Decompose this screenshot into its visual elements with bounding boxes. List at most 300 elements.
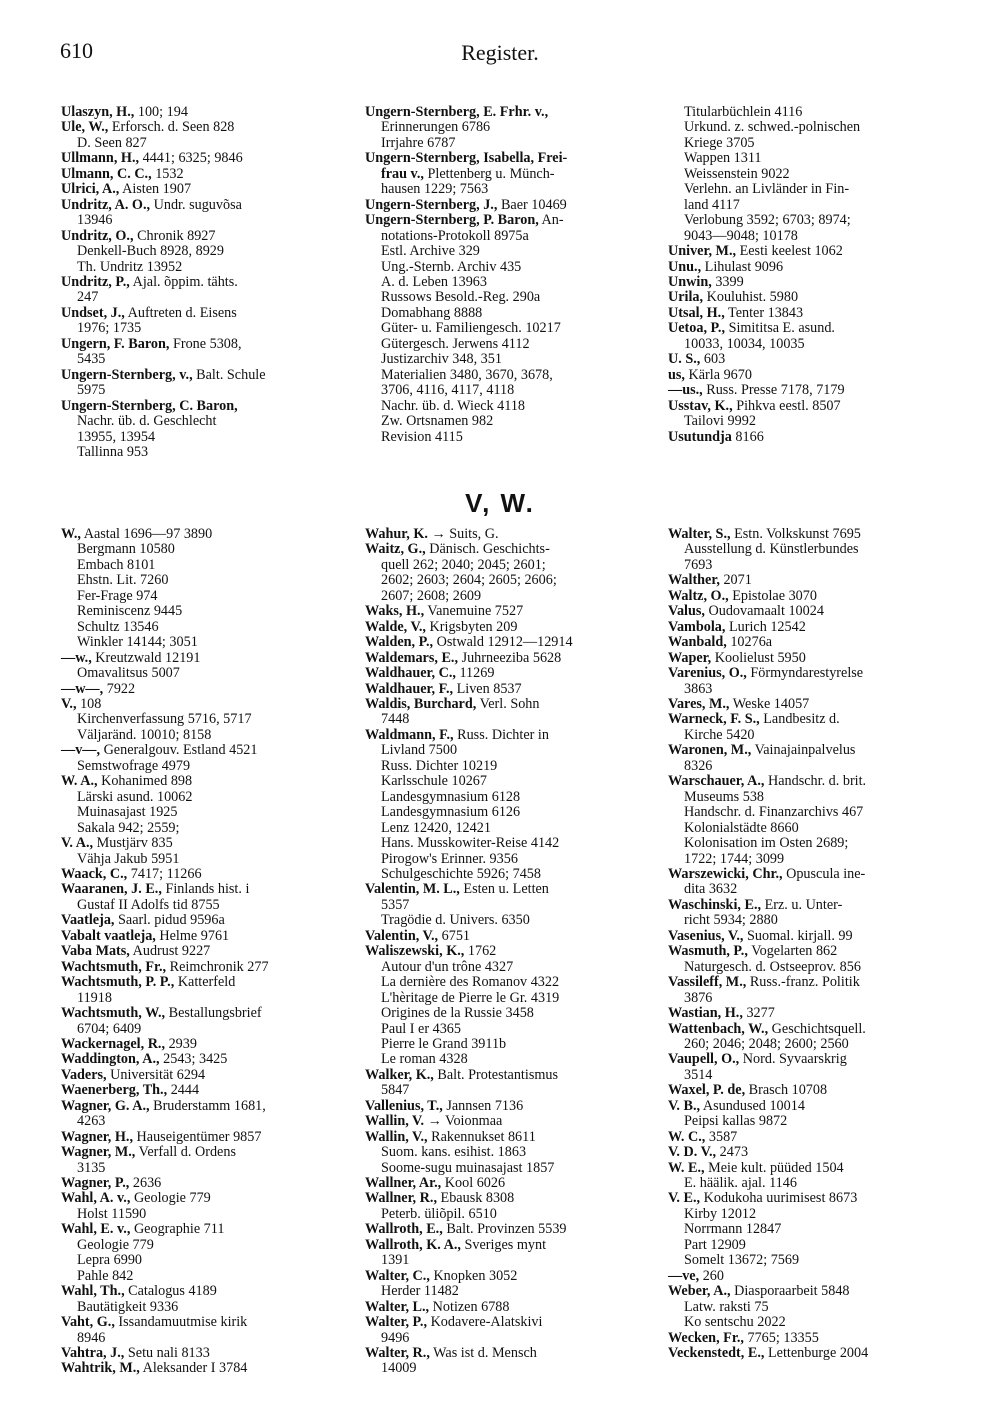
index-entry: Peterb. üliõpil. 6510 bbox=[381, 1205, 497, 1222]
index-entry bbox=[61, 198, 336, 213]
index-entry bbox=[61, 182, 336, 197]
entry-text: Dänisch. Geschichts- bbox=[425, 541, 550, 558]
index-entry: 7448 bbox=[381, 711, 410, 728]
entry-text: Balt. Protestantismus bbox=[433, 1066, 558, 1083]
index-entry: Naturgesch. d. Ostseeprov. 856 bbox=[684, 958, 861, 975]
entry-heading: Waack, C., bbox=[61, 865, 128, 882]
index-entry bbox=[668, 244, 943, 259]
index-entry bbox=[668, 1331, 943, 1346]
index-entry bbox=[365, 620, 640, 635]
index-column-bottom-2 bbox=[365, 527, 640, 1377]
entry-heading: Wastian, H., bbox=[668, 1005, 743, 1022]
index-entry: 5975 bbox=[77, 382, 106, 399]
index-entry: 14009 bbox=[381, 1360, 417, 1377]
entry-text: Kohanimed 898 bbox=[97, 773, 193, 790]
entry-text: Geschichtsquell. bbox=[768, 1020, 866, 1037]
index-entry: Livland 7500 bbox=[381, 742, 458, 759]
index-entry: notations-Protokoll 8975a bbox=[381, 227, 529, 244]
index-entry: Gütergesch. Jerwens 4112 bbox=[381, 335, 530, 352]
entry-heading: Ungern, F. Baron, bbox=[61, 335, 170, 352]
entry-heading: Walter, P., bbox=[365, 1314, 428, 1331]
entry-heading: Vaders, bbox=[61, 1066, 107, 1083]
entry-heading: —ve, bbox=[668, 1267, 700, 1284]
entry-heading: Waschinski, E., bbox=[668, 896, 762, 913]
entry-text: Förmyndarestyrelse bbox=[746, 665, 864, 682]
entry-text: 100; 194 bbox=[134, 104, 188, 120]
index-entry: 1391 bbox=[381, 1252, 410, 1269]
index-entry bbox=[365, 1130, 640, 1145]
index-entry: 6704; 6409 bbox=[77, 1020, 142, 1037]
index-entry: Estl. Archive 329 bbox=[381, 243, 480, 260]
entry-heading: Waper, bbox=[668, 649, 712, 666]
index-entry bbox=[668, 573, 943, 588]
index-entry bbox=[61, 913, 336, 928]
index-entry: Kriege 3705 bbox=[684, 134, 755, 151]
index-entry bbox=[668, 697, 943, 712]
entry-heading: V. B., bbox=[668, 1097, 701, 1114]
index-entry bbox=[668, 774, 943, 789]
entry-text: Kärla 9670 bbox=[684, 366, 752, 383]
index-entry: Pierre le Grand 3911b bbox=[381, 1035, 507, 1052]
entry-text: Balt. Schule bbox=[192, 366, 266, 383]
entry-heading: Wagner, M., bbox=[61, 1144, 136, 1161]
index-entry bbox=[61, 867, 336, 882]
index-entry: Bergmann 10580 bbox=[77, 541, 175, 558]
index-entry bbox=[365, 151, 640, 166]
entry-text: Geologie 779 bbox=[130, 1190, 211, 1207]
entry-heading: Varenius, O., bbox=[668, 665, 747, 682]
entry-heading: Waldemars, E., bbox=[365, 649, 459, 666]
entry-text: Esten u. Letten bbox=[459, 881, 549, 898]
index-entry: Gustaf II Adolfs tid 8755 bbox=[77, 896, 220, 913]
entry-text: Lurich 12542 bbox=[725, 618, 806, 635]
index-entry: A. d. Leben 13963 bbox=[381, 273, 487, 290]
entry-text: 108 bbox=[76, 695, 102, 712]
entry-text: Oudovamaalt 10024 bbox=[704, 603, 824, 620]
index-entry bbox=[61, 1361, 336, 1376]
index-entry bbox=[365, 635, 640, 650]
entry-heading: Ungern-Sternberg, J., bbox=[365, 196, 498, 213]
entry-text: Landbesitz d. bbox=[759, 711, 840, 728]
index-entry: Muinasajast 1925 bbox=[77, 804, 178, 821]
entry-heading: Waldis, Burchard, bbox=[365, 695, 477, 712]
entry-text: Plettenberg u. Münch- bbox=[423, 165, 555, 182]
entry-text: Balt. Provinzen 5539 bbox=[442, 1221, 567, 1238]
index-entry bbox=[365, 213, 640, 228]
index-entry bbox=[365, 651, 640, 666]
entry-text: 2473 bbox=[716, 1144, 749, 1161]
entry-heading: Uetoa, P., bbox=[668, 320, 726, 337]
entry-text: Ajal. õppim. tähts. bbox=[129, 273, 238, 290]
index-column-top-1 bbox=[61, 105, 336, 460]
index-entry bbox=[61, 697, 336, 712]
index-entry: 3706, 4116, 4117, 4118 bbox=[381, 382, 515, 399]
entry-heading: Wachtsmuth, Fr., bbox=[61, 958, 167, 975]
entry-text: Bestallungsbrief bbox=[165, 1005, 262, 1022]
index-entry: Lärski asund. 10062 bbox=[77, 788, 193, 805]
index-entry: Pahle 842 bbox=[77, 1267, 134, 1284]
entry-text: Catalogus 4189 bbox=[124, 1283, 217, 1300]
index-entry: quell 262; 2040; 2045; 2601; bbox=[381, 556, 546, 573]
index-entry bbox=[365, 542, 640, 557]
index-entry bbox=[61, 944, 336, 959]
index-entry: 5357 bbox=[381, 896, 410, 913]
index-entry: Materialien 3480, 3670, 3678, bbox=[381, 366, 553, 383]
index-entry: Väljaränd. 10010; 8158 bbox=[77, 726, 212, 743]
index-entry bbox=[365, 728, 640, 743]
index-entry bbox=[61, 882, 336, 897]
entry-text: Pihkva eestl. 8507 bbox=[732, 397, 841, 414]
entry-heading: Walter, C., bbox=[365, 1267, 430, 1284]
index-entry bbox=[668, 589, 943, 604]
entry-heading: Waldhauer, C., bbox=[365, 665, 456, 682]
index-entry: D. Seen 827 bbox=[77, 134, 147, 151]
entry-heading: Valentin, M. L., bbox=[365, 881, 460, 898]
index-entry: 2602; 2603; 2604; 2605; 2606; bbox=[381, 572, 557, 589]
entry-heading: Vasenius, V., bbox=[668, 927, 744, 944]
entry-text: Was ist d. Mensch bbox=[429, 1345, 537, 1362]
entry-text: Weske 14057 bbox=[729, 695, 810, 712]
index-entry bbox=[365, 1300, 640, 1315]
entry-text: Epistolae 3070 bbox=[728, 587, 817, 604]
entry-heading: Univer, M., bbox=[668, 243, 737, 260]
entry-heading: Ulaszyn, H., bbox=[61, 104, 135, 120]
index-entry: Landesgymnasium 6128 bbox=[381, 788, 521, 805]
entry-text: Russ.-franz. Politik bbox=[746, 974, 860, 991]
entry-heading: Vaatleja, bbox=[61, 912, 115, 929]
entry-heading: Undritz, A. O., bbox=[61, 196, 151, 213]
entry-text: Sveriges mynt bbox=[460, 1236, 547, 1253]
entry-heading: Ullmann, H., bbox=[61, 150, 140, 167]
index-entry bbox=[61, 1083, 336, 1098]
entry-heading: Waldhauer, F., bbox=[365, 680, 454, 697]
entry-text: Bruderstamm 1681, bbox=[149, 1097, 266, 1114]
entry-heading: Walden, P., bbox=[365, 634, 434, 651]
index-entry bbox=[61, 306, 336, 321]
index-entry: Tragödie d. Univers. 6350 bbox=[381, 912, 530, 929]
entry-text: Geographie 711 bbox=[130, 1221, 225, 1238]
entry-heading: Vallenius, T., bbox=[365, 1097, 443, 1114]
index-entry: Semstwofrage 4979 bbox=[77, 757, 191, 774]
index-entry: Reminiscenz 9445 bbox=[77, 603, 183, 620]
entry-text: 2636 bbox=[129, 1175, 162, 1192]
index-entry: Kolonialstädte 8660 bbox=[684, 819, 799, 836]
entry-text: Reimchronik 277 bbox=[166, 958, 269, 975]
index-entry: Titularbüchlein 4116 bbox=[684, 104, 803, 120]
index-entry bbox=[61, 743, 336, 758]
entry-heading: Vahtra, J., bbox=[61, 1345, 125, 1362]
index-entry bbox=[668, 399, 943, 414]
index-entry bbox=[61, 1176, 336, 1191]
entry-heading: Wahl, A. v., bbox=[61, 1190, 131, 1207]
index-entry: Soome-sugu muinasajast 1857 bbox=[381, 1159, 555, 1176]
index-entry bbox=[61, 120, 336, 135]
index-entry: 3514 bbox=[684, 1066, 713, 1083]
entry-heading: Valentin, V., bbox=[365, 927, 439, 944]
index-entry bbox=[61, 229, 336, 244]
entry-heading: Ungern-Sternberg, v., bbox=[61, 366, 193, 383]
index-column-bottom-3 bbox=[668, 527, 943, 1361]
index-entry bbox=[61, 960, 336, 975]
entry-text: Verfall d. Ordens bbox=[135, 1144, 236, 1161]
index-entry: 10033, 10034, 10035 bbox=[684, 335, 805, 352]
index-entry bbox=[61, 929, 336, 944]
index-entry bbox=[61, 1145, 336, 1160]
index-entry: Kolonisation im Osten 2689; bbox=[684, 835, 849, 852]
entry-heading: Walter, L., bbox=[365, 1298, 430, 1315]
index-entry bbox=[668, 929, 943, 944]
entry-text: An- bbox=[538, 212, 564, 229]
index-entry: Schulgeschichte 5926; 7458 bbox=[381, 865, 541, 882]
index-entry bbox=[668, 1130, 943, 1145]
index-entry: Domabhang 8888 bbox=[381, 304, 483, 321]
entry-heading: Waxel, P. de, bbox=[668, 1082, 746, 1099]
index-entry bbox=[61, 1068, 336, 1083]
index-entry: Nachr. üb. d. Geschlecht bbox=[77, 413, 217, 430]
index-entry bbox=[668, 1083, 943, 1098]
index-entry: Omavalitsus 5007 bbox=[77, 665, 180, 682]
index-entry: Kirche 5420 bbox=[684, 726, 755, 743]
entry-text: Chronik 8927 bbox=[133, 227, 216, 244]
entry-text: 10276a bbox=[726, 634, 773, 651]
index-entry: Karlsschule 10267 bbox=[381, 773, 487, 790]
entry-heading: Waddington, A., bbox=[61, 1051, 160, 1068]
index-entry: Ko sentschu 2022 bbox=[684, 1314, 786, 1331]
entry-heading: —w—, bbox=[61, 680, 104, 697]
entry-heading: Waenerberg, Th., bbox=[61, 1082, 168, 1099]
index-entry: Verlehn. an Livländer in Fin- bbox=[684, 181, 850, 198]
entry-heading: Waldmann, F., bbox=[365, 726, 454, 743]
entry-text: Krigsbyten 209 bbox=[425, 618, 518, 635]
index-entry bbox=[668, 867, 943, 882]
entry-text: 3277 bbox=[742, 1005, 775, 1022]
entry-heading: U. S., bbox=[668, 351, 701, 368]
entry-text: Suomal. kirjall. 99 bbox=[743, 927, 853, 944]
index-entry: Erinnerungen 6786 bbox=[381, 119, 491, 136]
entry-heading: Vambola, bbox=[668, 618, 726, 635]
entry-text: Lihulast 9096 bbox=[701, 258, 784, 275]
index-entry bbox=[668, 1269, 943, 1284]
entry-text: 11269 bbox=[455, 665, 495, 682]
entry-heading: Vassileff, M., bbox=[668, 974, 747, 991]
index-entry bbox=[61, 1315, 336, 1330]
index-entry: 2607; 2608; 2609 bbox=[381, 587, 482, 604]
entry-heading: Wachtsmuth, W., bbox=[61, 1005, 166, 1022]
entry-heading: frau v., bbox=[381, 165, 424, 182]
index-entry: Vähja Jakub 5951 bbox=[77, 850, 180, 867]
index-entry: Th. Undritz 13952 bbox=[77, 258, 183, 275]
entry-text: Aastal 1696—97 3890 bbox=[80, 526, 213, 542]
index-entry bbox=[61, 275, 336, 290]
index-entry bbox=[365, 944, 640, 959]
index-entry: Weissenstein 9022 bbox=[684, 165, 790, 182]
entry-text: Juhrneeziba 5628 bbox=[458, 649, 562, 666]
entry-heading: Unu., bbox=[668, 258, 702, 275]
entry-text: Erforsch. d. Seen 828 bbox=[108, 119, 235, 136]
entry-text: 4441; 6325; 9846 bbox=[139, 150, 243, 167]
entry-text: Handschr. d. brit. bbox=[764, 773, 867, 790]
entry-text: Hauseigentümer 9857 bbox=[133, 1128, 262, 1145]
index-entry bbox=[365, 527, 640, 542]
index-entry: Ausstellung d. Künstlerbundes bbox=[684, 541, 859, 558]
index-entry bbox=[668, 527, 943, 542]
index-entry bbox=[668, 275, 943, 290]
entry-heading: Vaba Mats, bbox=[61, 943, 130, 960]
index-entry: hausen 1229; 7563 bbox=[381, 181, 489, 198]
entry-text: Kouluhist. 5980 bbox=[703, 289, 799, 306]
entry-heading: Waronen, M., bbox=[668, 742, 752, 759]
index-entry bbox=[61, 1346, 336, 1361]
index-entry: Justizarchiv 348, 351 bbox=[381, 351, 502, 368]
entry-text: Helme 9761 bbox=[155, 927, 230, 944]
index-entry: Wappen 1311 bbox=[684, 150, 762, 167]
entry-heading: Undset, J., bbox=[61, 304, 125, 321]
entry-heading: Wallroth, E., bbox=[365, 1221, 443, 1238]
index-entry: Tailovi 9992 bbox=[684, 413, 756, 430]
index-entry: Fer-Frage 974 bbox=[77, 587, 158, 604]
entry-heading: —us., bbox=[668, 382, 703, 399]
entry-heading: W., bbox=[61, 526, 81, 542]
index-entry bbox=[668, 321, 943, 336]
index-entry bbox=[61, 1037, 336, 1052]
entry-text: Finlands hist. i bbox=[161, 881, 250, 898]
entry-heading: Wallroth, K. A., bbox=[365, 1236, 461, 1253]
entry-text: Eesti keelest 1062 bbox=[736, 243, 843, 260]
entry-heading: Walter, R., bbox=[365, 1345, 430, 1362]
index-entry: Part 12909 bbox=[684, 1236, 746, 1253]
entry-text: 3399 bbox=[711, 273, 744, 290]
index-entry: Ung.-Sternb. Archiv 435 bbox=[381, 258, 522, 275]
entry-heading: Waltz, O., bbox=[668, 587, 729, 604]
index-entry: Herder 11482 bbox=[381, 1283, 459, 1300]
entry-text: Aisten 1907 bbox=[119, 181, 192, 198]
index-entry bbox=[668, 1161, 943, 1176]
entry-text: Undr. suguvõsa bbox=[150, 196, 242, 213]
entry-text: 1762 bbox=[464, 943, 497, 960]
index-column-bottom-1 bbox=[61, 527, 336, 1377]
index-entry bbox=[365, 1114, 640, 1129]
entry-text: 2444 bbox=[167, 1082, 200, 1099]
entry-heading: W. E., bbox=[668, 1159, 705, 1176]
index-entry bbox=[668, 290, 943, 305]
entry-heading: Wattenbach, W., bbox=[668, 1020, 769, 1037]
index-entry bbox=[365, 666, 640, 681]
entry-heading: Vares, M., bbox=[668, 695, 730, 712]
entry-heading: W. C., bbox=[668, 1128, 706, 1145]
index-entry bbox=[61, 368, 336, 383]
index-entry: L'hèritage de Pierre le Gr. 4319 bbox=[381, 989, 560, 1006]
entry-text: Vanemuine 7527 bbox=[424, 603, 524, 620]
index-entry bbox=[668, 666, 943, 681]
entry-text: Russ. Dichter in bbox=[453, 726, 549, 743]
index-entry: 260; 2046; 2048; 2600; 2560 bbox=[684, 1035, 849, 1052]
entry-text: 7765; 13355 bbox=[743, 1329, 819, 1346]
index-entry: Zw. Ortsnamen 982 bbox=[381, 413, 494, 430]
entry-text: Asundused 10014 bbox=[700, 1097, 805, 1114]
entry-heading: Vaupell, O., bbox=[668, 1051, 740, 1068]
entry-text: Simititsa E. asund. bbox=[725, 320, 835, 337]
entry-text: 7922 bbox=[103, 680, 136, 697]
entry-text: Estn. Volkskunst 7695 bbox=[730, 526, 861, 542]
index-entry bbox=[61, 1099, 336, 1114]
index-column-top-3 bbox=[668, 105, 943, 445]
index-entry bbox=[365, 697, 640, 712]
index-entry bbox=[61, 1130, 336, 1145]
index-entry: 9496 bbox=[381, 1329, 410, 1346]
index-entry bbox=[668, 1022, 943, 1037]
index-entry bbox=[365, 105, 640, 120]
index-entry bbox=[668, 306, 943, 321]
index-entry: richt 5934; 2880 bbox=[684, 912, 778, 929]
index-entry: Lepra 6990 bbox=[77, 1252, 143, 1269]
index-entry: Suom. kans. esihist. 1863 bbox=[381, 1144, 527, 1161]
index-entry: Irrjahre 6787 bbox=[381, 134, 456, 151]
index-entry: 5435 bbox=[77, 351, 106, 368]
entry-heading: V. E., bbox=[668, 1190, 701, 1207]
index-entry bbox=[668, 1145, 943, 1160]
entry-text: 2543; 3425 bbox=[159, 1051, 228, 1068]
entry-heading: W. A., bbox=[61, 773, 98, 790]
index-entry: Tallinna 953 bbox=[77, 443, 149, 460]
entry-heading: us, bbox=[668, 366, 685, 383]
index-entry bbox=[365, 1238, 640, 1253]
index-entry bbox=[668, 352, 943, 367]
entry-heading: —w., bbox=[61, 649, 92, 666]
index-entry: 3863 bbox=[684, 680, 713, 697]
index-entry: 3876 bbox=[684, 989, 713, 1006]
entry-text: Meie kult. püüded 1504 bbox=[704, 1159, 844, 1176]
index-entry: Peipsi kallas 9872 bbox=[684, 1113, 788, 1130]
entry-text: Auftreten d. Eisens bbox=[124, 304, 237, 321]
index-entry: Russows Besold.-Reg. 290a bbox=[381, 289, 541, 306]
index-entry bbox=[668, 1191, 943, 1206]
page-title: Register. bbox=[461, 40, 539, 65]
index-entry bbox=[668, 944, 943, 959]
index-entry bbox=[61, 105, 336, 120]
index-entry bbox=[365, 167, 640, 182]
entry-text: 7417; 11266 bbox=[127, 865, 202, 882]
index-entry: Autour d'un trône 4327 bbox=[381, 958, 514, 975]
index-entry: 5847 bbox=[381, 1082, 410, 1099]
index-entry: Russ. Dichter 10219 bbox=[381, 757, 498, 774]
index-entry: land 4117 bbox=[684, 196, 740, 213]
entry-text: Erz. u. Unter- bbox=[761, 896, 843, 913]
entry-heading: Ulrici, A., bbox=[61, 181, 120, 198]
index-entry bbox=[668, 383, 943, 398]
index-entry: Embach 8101 bbox=[77, 556, 156, 573]
entry-heading: Ulmann, C. C., bbox=[61, 165, 152, 182]
entry-heading: Warszewicki, Chr., bbox=[668, 865, 783, 882]
index-entry bbox=[61, 1222, 336, 1237]
entry-heading: Vabalt vaatleja, bbox=[61, 927, 156, 944]
index-entry bbox=[365, 604, 640, 619]
index-entry: La dernière des Romanov 4322 bbox=[381, 974, 560, 991]
entry-text: 2071 bbox=[719, 572, 752, 589]
entry-text: Verl. Sohn bbox=[476, 695, 540, 712]
entry-heading: Wagner, G. A., bbox=[61, 1097, 150, 1114]
index-entry bbox=[668, 260, 943, 275]
index-entry bbox=[365, 1068, 640, 1083]
entry-text: Audrust 9227 bbox=[129, 943, 211, 960]
entry-text: Issandamuutmise kirik bbox=[114, 1314, 248, 1331]
entry-heading: Ule, W., bbox=[61, 119, 109, 136]
index-entry bbox=[61, 167, 336, 182]
entry-heading: Waliszewski, K., bbox=[365, 943, 465, 960]
index-entry bbox=[365, 1191, 640, 1206]
entry-heading: —v—, bbox=[61, 742, 101, 759]
entry-heading: Wahl, Th., bbox=[61, 1283, 125, 1300]
index-column-top-2 bbox=[365, 105, 640, 445]
